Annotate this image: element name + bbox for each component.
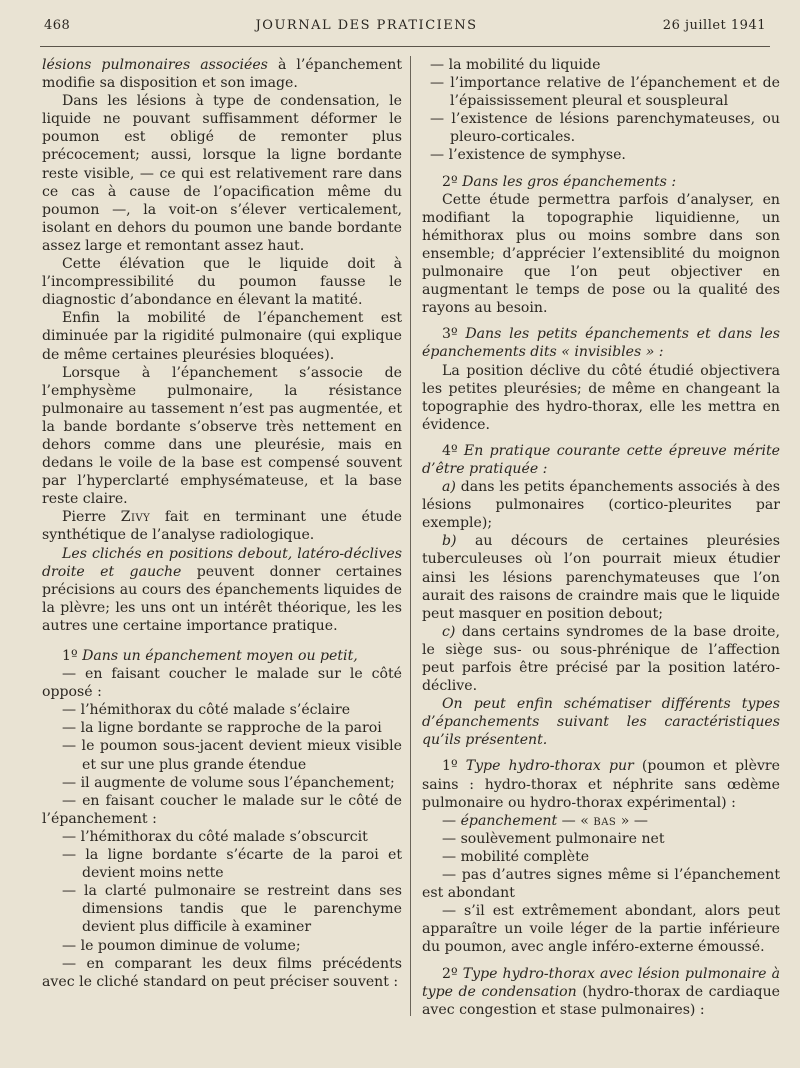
paragraph: Lorsque à l’épanchement s’associe de l’emphysème pulmonaire, la résistance pulmonaire au tassement n’est pas augmentée, et la bande bordante s’observe très nettement en dehors comme dans une pleurésie, mais en dedans le voile de la base est compensé souvent par l’hyperclarté emphysémateuse, et la base reste claire. xyxy=(42,364,402,508)
paragraph: On peut enfin schématiser différents types d’épanchements suivant les caractéristiques qu’ils présentent. xyxy=(422,696,780,749)
list-item: — l’existence de lésions parenchymateuses, ou pleuro-corticales. xyxy=(430,111,780,146)
list-item xyxy=(422,623,780,695)
section-number: 4º xyxy=(442,442,464,459)
author-name: Zivy xyxy=(120,509,151,526)
list-item: — pas d’autres signes même si l’épanchement est abondant xyxy=(422,867,780,902)
list-item: — mobilité complète xyxy=(442,848,590,865)
paragraph: Cette élévation que le liquide doit à l’incompressibilité du poumon fausse le diagnostic d’abondance en élevant la matité. xyxy=(42,256,402,309)
italic-phrase: lésions pulmonaires associées xyxy=(42,57,268,73)
section-heading xyxy=(422,757,780,811)
left-column xyxy=(42,56,402,991)
list-item: — l’existence de symphyse. xyxy=(430,147,626,164)
section-heading xyxy=(42,647,402,665)
text: » — xyxy=(616,812,648,829)
text: peuvent donner certaines précisions au cours des épanchements liquides de la plèvre; les uns ont un intérêt théorique, les les autres une certaine importance pratique. xyxy=(42,563,402,634)
header-rule xyxy=(40,46,770,47)
paragraph: Cette étude permettra parfois d’analyser, en modifiant la topographie liquidienne, un hémithorax plus ou moins sombre dans son ensemble; d’apprécier l’extensiblité du moignon pulmonaire que l’on peut objectiver en augmentant le temps de pose ou la qualité des rayons au besoin. xyxy=(422,191,780,317)
list-item: — en faisant coucher le malade sur le côté de l’épanchement : xyxy=(42,792,402,827)
text: fait en terminant une étude synthétique de l’analyse radiologique. xyxy=(42,509,402,544)
text: dans certains syndromes de la base droite, le siège sus- ou sous-phrénique de l’affection peut parfois être précisé par la position latéro-déclive. xyxy=(422,623,780,695)
text: (poumon et plèvre sains : hydro-thorax et néphrite sans œdème pulmonaire ou hydro-thorax expérimental) : xyxy=(422,758,780,811)
right-column xyxy=(422,56,780,1019)
list-item: — la ligne bordante s’écarte de la paroi et devient moins nette xyxy=(62,847,402,882)
list-item: — il augmente de volume sous l’épanchement; xyxy=(62,774,395,791)
section-title: Dans les gros épanchements : xyxy=(462,173,677,190)
item-letter: a) xyxy=(442,479,456,496)
section-heading xyxy=(422,965,780,1019)
item-letter: b) xyxy=(442,533,457,550)
text: — « xyxy=(557,812,594,829)
list-item: — le poumon sous-jacent devient mieux visible et sur une plus grande étendue xyxy=(62,738,402,773)
page-number: 468 xyxy=(44,18,71,33)
paragraph xyxy=(42,508,402,544)
list-item: — l’hémithorax du côté malade s’obscurcit xyxy=(62,828,368,845)
text: — xyxy=(442,812,461,829)
list-item: — la clarté pulmonaire se restreint dans ses dimensions tandis que le parenchyme devient plus difficile à examiner xyxy=(62,883,402,936)
italic-phrase: Les clichés en positions debout, latéro-déclives droite et gauche xyxy=(42,545,402,580)
text: (hydro-thorax de cardiaque avec congestion et stase pulmonaires) : xyxy=(422,983,780,1018)
paragraph: Dans les lésions à type de condensation, le liquide ne pouvant suffisamment déformer le poumon est obligé de remonter plus précocement; aussi, lorsque la ligne bordante reste visible, — ce qui est relativement rare dans ce cas à cause de l’opacification même du poumon —, la voit-on s’élever verticalement, isolant en dehors du poumon une bande bordante assez large et remontant assez haut. xyxy=(42,93,402,254)
italic-phrase: épanchement xyxy=(460,812,558,829)
section-heading xyxy=(422,442,780,478)
section-title: Type hydro-thorax pur xyxy=(465,758,634,775)
list-item: — soulèvement pulmonaire net xyxy=(442,830,665,847)
section-number: 2º xyxy=(442,965,463,982)
section-title: Type hydro-thorax avec lésion pulmonaire à type de condensation xyxy=(422,965,780,1000)
list-item xyxy=(422,532,780,622)
section-title: Dans les petits épanchements et dans les épanchements dits « invisibles » : xyxy=(422,326,780,361)
section-heading xyxy=(422,173,780,191)
section-title: En pratique courante cette épreuve mérite d’être pratiquée : xyxy=(422,442,781,477)
list-item: — en faisant coucher le malade sur le côté opposé : xyxy=(42,666,402,701)
section-number: 2º xyxy=(442,173,463,190)
text: à l’épanchement modifie sa disposition et son image. xyxy=(42,57,402,92)
section-heading xyxy=(422,325,780,361)
list-item xyxy=(422,478,780,532)
text: Pierre xyxy=(62,509,121,526)
text: dans les petits épanchements associés à des lésions pulmonaires (cortico-pleurites par exemple); xyxy=(422,479,780,532)
list-item: — en comparant les deux films précédents avec le cliché standard on peut préciser souvent : xyxy=(42,955,402,990)
section-number: 1º xyxy=(62,648,83,664)
small-caps-word: bas xyxy=(593,812,617,829)
issue-date: 26 juillet 1941 xyxy=(662,18,766,33)
section-number: 1º xyxy=(442,758,466,775)
paragraph xyxy=(42,56,402,92)
list-item: — la ligne bordante se rapproche de la paroi xyxy=(62,720,382,737)
column-divider xyxy=(410,56,411,1016)
journal-title: JOURNAL DES PRATICIENS xyxy=(255,18,478,33)
paragraph: Enfin la mobilité de l’épanchement est diminuée par la rigidité pulmonaire (qui explique de même certaines pleurésies bloquées). xyxy=(42,310,402,363)
paragraph: La position déclive du côté étudié objectivera les petites pleurésies; de même en changeant la topographie des hydro-thorax, elle les mettra en évidence. xyxy=(422,362,780,433)
list-item: — l’importance relative de l’épanchement et de l’épaississement pleural et souspleural xyxy=(430,75,780,110)
list-item: — le poumon diminue de volume; xyxy=(62,937,301,954)
list-item xyxy=(422,812,780,830)
section-number: 3º xyxy=(442,326,466,343)
section-title: Dans un épanchement moyen ou petit, xyxy=(82,648,358,664)
list-item: — l’hémithorax du côté malade s’éclaire xyxy=(62,702,351,719)
text: au décours de certaines pleurésies tuberculeuses où l’on pourrait mieux étudier ainsi les lésions parenchymateuses que l’on aurait des raisons de craindre mais que le liquide peut masquer en position debout; xyxy=(422,533,780,622)
list-item: — la mobilité du liquide xyxy=(430,57,601,73)
item-letter: c) xyxy=(442,623,456,640)
paragraph xyxy=(42,545,402,635)
list-item: — s’il est extrêmement abondant, alors peut apparaître un voile léger de la partie inférieure du poumon, avec angle inféro-externe émoussé. xyxy=(422,903,780,956)
running-header xyxy=(44,18,766,38)
